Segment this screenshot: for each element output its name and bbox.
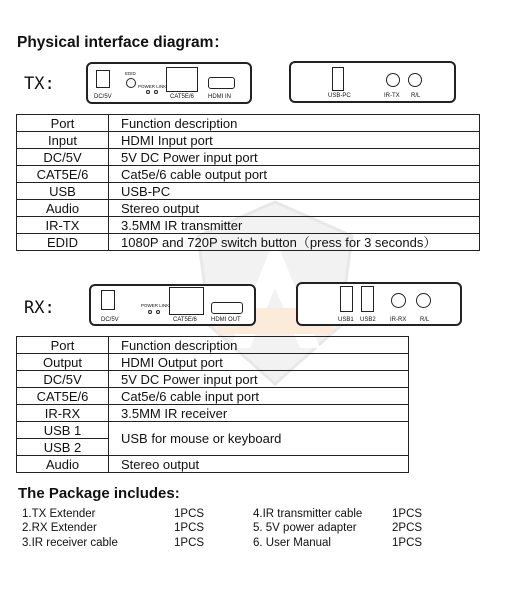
tx-power-link-label: POWER LINK bbox=[138, 84, 167, 89]
function-cell: HDMI Output port bbox=[109, 354, 409, 371]
rx-label: RX: bbox=[24, 298, 55, 318]
table-row bbox=[17, 405, 409, 422]
tx-front-panel bbox=[86, 62, 252, 104]
package-item: 3.IR receiver cable bbox=[22, 537, 118, 549]
tx-label: TX: bbox=[24, 74, 55, 94]
rx-irrx-jack bbox=[391, 293, 406, 308]
rx-dc-port bbox=[101, 290, 115, 310]
table-row bbox=[17, 371, 409, 388]
tx-cat-label: CAT5E/6 bbox=[170, 94, 194, 100]
tx-irtx-label: IR-TX bbox=[384, 93, 400, 99]
package-title: The Package includes: bbox=[18, 485, 180, 502]
table-row bbox=[17, 217, 480, 234]
package-qty: 1PCS bbox=[174, 522, 205, 534]
function-cell: 1080P and 720P switch button（press for 3 seconds） bbox=[109, 234, 480, 251]
port-header: Port bbox=[17, 337, 109, 354]
function-cell: 3.5MM IR receiver bbox=[109, 405, 409, 422]
package-item: 4.IR transmitter cable bbox=[253, 508, 363, 520]
tx-back-panel bbox=[289, 61, 456, 103]
package-item: 2.RX Extender bbox=[22, 522, 97, 534]
package-qty: 2PCS bbox=[392, 522, 423, 534]
tx-link-led bbox=[154, 90, 158, 94]
rx-usb1-port bbox=[340, 286, 353, 312]
package-qty: 1PCS bbox=[392, 508, 423, 520]
port-cell: Audio bbox=[17, 456, 109, 473]
rx-dc-label: DC/5V bbox=[101, 317, 119, 323]
function-cell-usb: USB for mouse or keyboard bbox=[109, 422, 409, 456]
function-cell: Cat5e/6 cable output port bbox=[109, 166, 480, 183]
function-cell: USB-PC bbox=[109, 183, 480, 200]
rx-power-led bbox=[148, 310, 152, 314]
function-cell: Stereo output bbox=[109, 456, 409, 473]
rx-back-panel bbox=[296, 282, 462, 326]
port-cell: CAT5E/6 bbox=[17, 388, 109, 405]
table-row bbox=[17, 132, 480, 149]
tx-dc-label: DC/5V bbox=[94, 94, 112, 100]
tx-dc-port bbox=[96, 70, 110, 88]
port-cell: DC/5V bbox=[17, 149, 109, 166]
rx-cat-label: CAT5E/6 bbox=[173, 317, 197, 323]
table-header-row bbox=[17, 115, 480, 132]
table-row bbox=[17, 149, 480, 166]
function-header: Function description bbox=[109, 337, 409, 354]
rx-hdmi-port bbox=[211, 302, 243, 314]
port-cell: Output bbox=[17, 354, 109, 371]
package-item: 6. User Manual bbox=[253, 537, 331, 549]
tx-usb-label: USB-PC bbox=[328, 93, 351, 99]
rx-usb2-label: USB2 bbox=[360, 317, 376, 323]
port-cell: IR-TX bbox=[17, 217, 109, 234]
port-cell: USB bbox=[17, 183, 109, 200]
table-row bbox=[17, 456, 409, 473]
function-cell: Stereo output bbox=[109, 200, 480, 217]
port-cell: EDID bbox=[17, 234, 109, 251]
table-row bbox=[17, 388, 409, 405]
tx-power-led bbox=[146, 90, 150, 94]
rx-front-panel bbox=[89, 284, 256, 326]
tx-audio-jack bbox=[408, 73, 422, 87]
port-cell: Input bbox=[17, 132, 109, 149]
table-row bbox=[17, 200, 480, 217]
tx-cat-port bbox=[166, 67, 198, 92]
function-cell: HDMI Input port bbox=[109, 132, 480, 149]
tx-hdmi-port bbox=[208, 77, 235, 89]
tx-port-table bbox=[16, 114, 480, 251]
tx-rl-label: R/L bbox=[411, 93, 421, 99]
package-qty: 1PCS bbox=[174, 537, 205, 549]
table-row bbox=[17, 422, 409, 439]
table-row bbox=[17, 183, 480, 200]
tx-edid-button bbox=[126, 78, 136, 88]
port-cell-usb1: USB 1 bbox=[17, 422, 109, 439]
package-qty: 1PCS bbox=[174, 508, 205, 520]
port-header: Port bbox=[17, 115, 109, 132]
rx-link-led bbox=[156, 310, 160, 314]
package-item: 1.TX Extender bbox=[22, 508, 96, 520]
port-cell: Audio bbox=[17, 200, 109, 217]
package-item: 5. 5V power adapter bbox=[253, 522, 357, 534]
rx-power-link-label: POWER LINK bbox=[141, 303, 170, 308]
tx-edid-label: EDID bbox=[125, 71, 136, 76]
function-cell: 3.5MM IR transmitter bbox=[109, 217, 480, 234]
function-cell: Cat5e/6 cable input port bbox=[109, 388, 409, 405]
function-cell: 5V DC Power input port bbox=[109, 371, 409, 388]
port-cell-usb2: USB 2 bbox=[17, 439, 109, 456]
table-row bbox=[17, 166, 480, 183]
rx-cat-port bbox=[169, 287, 204, 315]
rx-hdmi-label: HDMI OUT bbox=[211, 317, 241, 323]
function-header: Function description bbox=[109, 115, 480, 132]
tx-usb-port bbox=[332, 67, 344, 91]
package-qty: 1PCS bbox=[392, 537, 423, 549]
rx-usb2-port bbox=[361, 286, 374, 312]
page-title: Physical interface diagram： bbox=[17, 34, 229, 51]
table-row bbox=[17, 234, 480, 251]
rx-irrx-label: IR-RX bbox=[390, 317, 407, 323]
table-row bbox=[17, 354, 409, 371]
table-header-row bbox=[17, 337, 409, 354]
port-cell: DC/5V bbox=[17, 371, 109, 388]
rx-usb1-label: USB1 bbox=[338, 317, 354, 323]
tx-hdmi-label: HDMI IN bbox=[208, 94, 231, 100]
rx-rl-label: R/L bbox=[420, 317, 430, 323]
rx-audio-jack bbox=[416, 293, 431, 308]
tx-irtx-jack bbox=[386, 73, 400, 87]
rx-port-table bbox=[16, 336, 409, 473]
port-cell: CAT5E/6 bbox=[17, 166, 109, 183]
function-cell: 5V DC Power input port bbox=[109, 149, 480, 166]
port-cell: IR-RX bbox=[17, 405, 109, 422]
